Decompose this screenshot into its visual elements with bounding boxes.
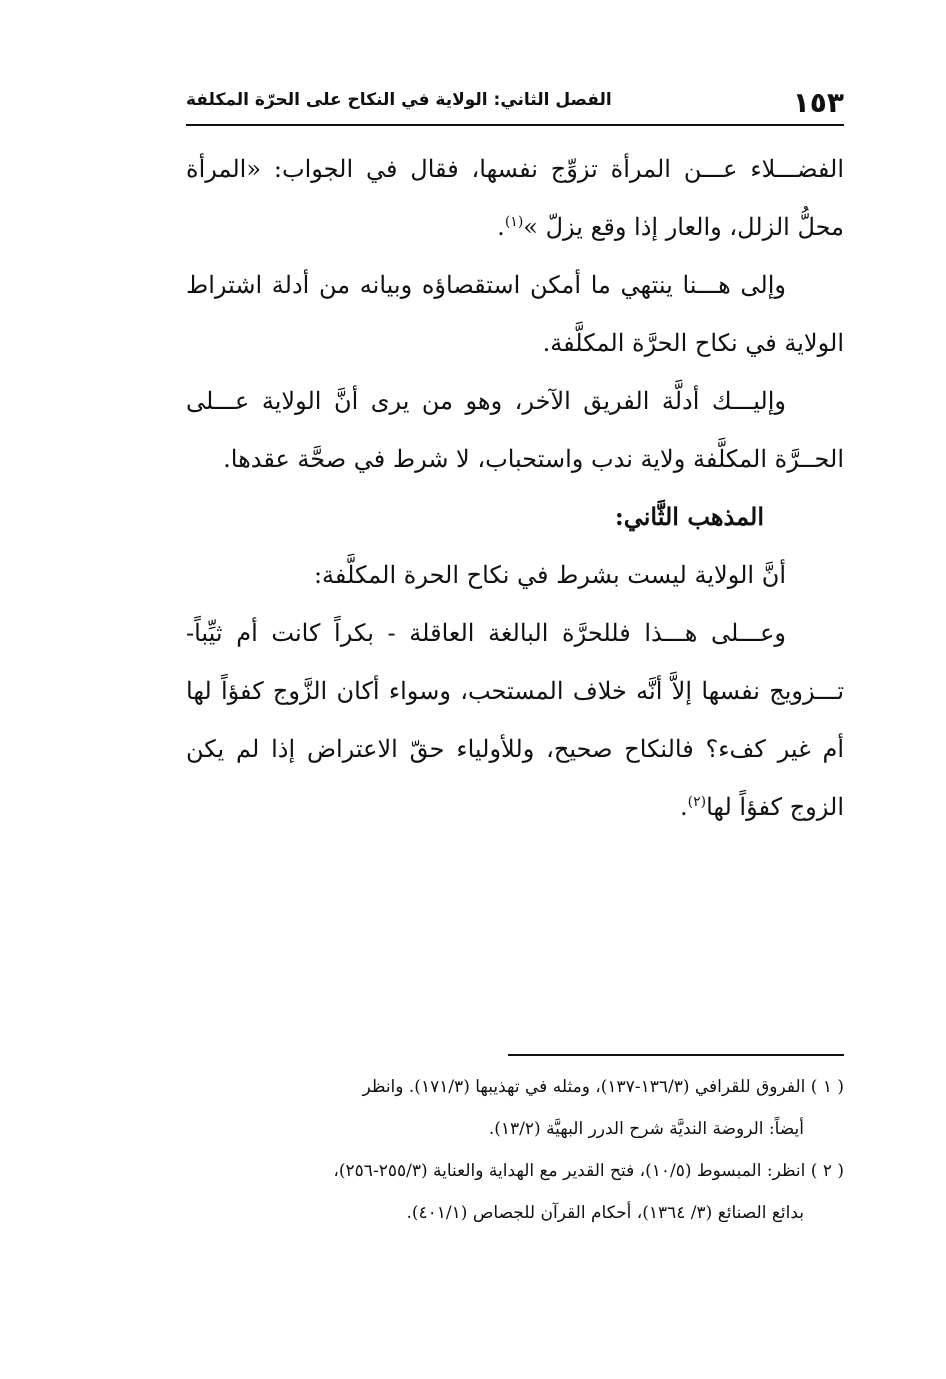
paragraph-1-text: الفضـــلاء عـــن المرأة تزوِّج نفسها، فقال في الجواب: «المرأة محلُّ الزلل، والعار إذا وقع يزلّ » [186, 155, 844, 241]
footnote-1-continued: أيضاً: الروضة النديَّة شرح الدرر البهيَّة (١٣/٢). [488, 1119, 804, 1139]
footnote-rule [508, 1054, 844, 1056]
paragraph-1-end: . [497, 213, 505, 241]
paragraph-1 [186, 140, 844, 256]
footnote-ref-2: (٢) [687, 794, 707, 810]
footnote-2-continued: بدائع الصنائع (٣/ ١٣٦٤)، أحكام القرآن للجصاص (٤٠١/١). [406, 1203, 804, 1223]
header-rule [186, 124, 844, 126]
page-number: ١٥٣ [792, 86, 844, 119]
footnotes [186, 1066, 844, 1234]
body-text [186, 140, 844, 836]
paragraph-5-text: وعـــلى هـــذا فللحرَّة البالغة العاقلة - بكراً كانت أم ثيِّباً- تـــزويج نفسها إلاَّ أنَّه خلاف المستحب، وسواء أكان الزَّوج كفؤاً لها أم غير كفء؟ فالنكاح صحيح، وللأولياء حقّ الاعتراض إذا لم يكن الزوج كفؤاً لها [186, 619, 844, 821]
paragraph-2: وإلى هـــنا ينتهي ما أمكن استقصاؤه وبيانه من أدلة اشتراط الولاية في نكاح الحرَّة المكلَّفة. [186, 271, 844, 357]
running-head: الفصل الثاني: الولاية في النكاح على الحرّة المكلفة [186, 90, 612, 110]
footnote-1: ( ١ ) الفروق للقرافي (١٣٦/٣-١٣٧)، ومثله في تهذيبها (١٧١/٣). وانظر [362, 1077, 844, 1097]
paragraph-3: وإليـــك أدلَّة الفريق الآخر، وهو من يرى أنَّ الولاية عـــلى الحــرَّة المكلَّفة ولاية ندب واستحباب، لا شرط في صحَّة عقدها. [186, 387, 844, 473]
footnote-ref-1: (١) [504, 214, 524, 230]
footnote-2: ( ٢ ) انظر: المبسوط (١٠/٥)، فتح القدير مع الهداية والعناية (٢٥٥/٣-٢٥٦)، [333, 1161, 844, 1181]
paragraph-5-end: . [680, 793, 688, 821]
paragraph-5 [186, 604, 844, 836]
section-heading: المذهب الثَّاني: [614, 502, 764, 531]
paragraph-4: أنَّ الولاية ليست بشرط في نكاح الحرة المكلَّفة: [313, 561, 786, 589]
page-header [186, 84, 844, 124]
